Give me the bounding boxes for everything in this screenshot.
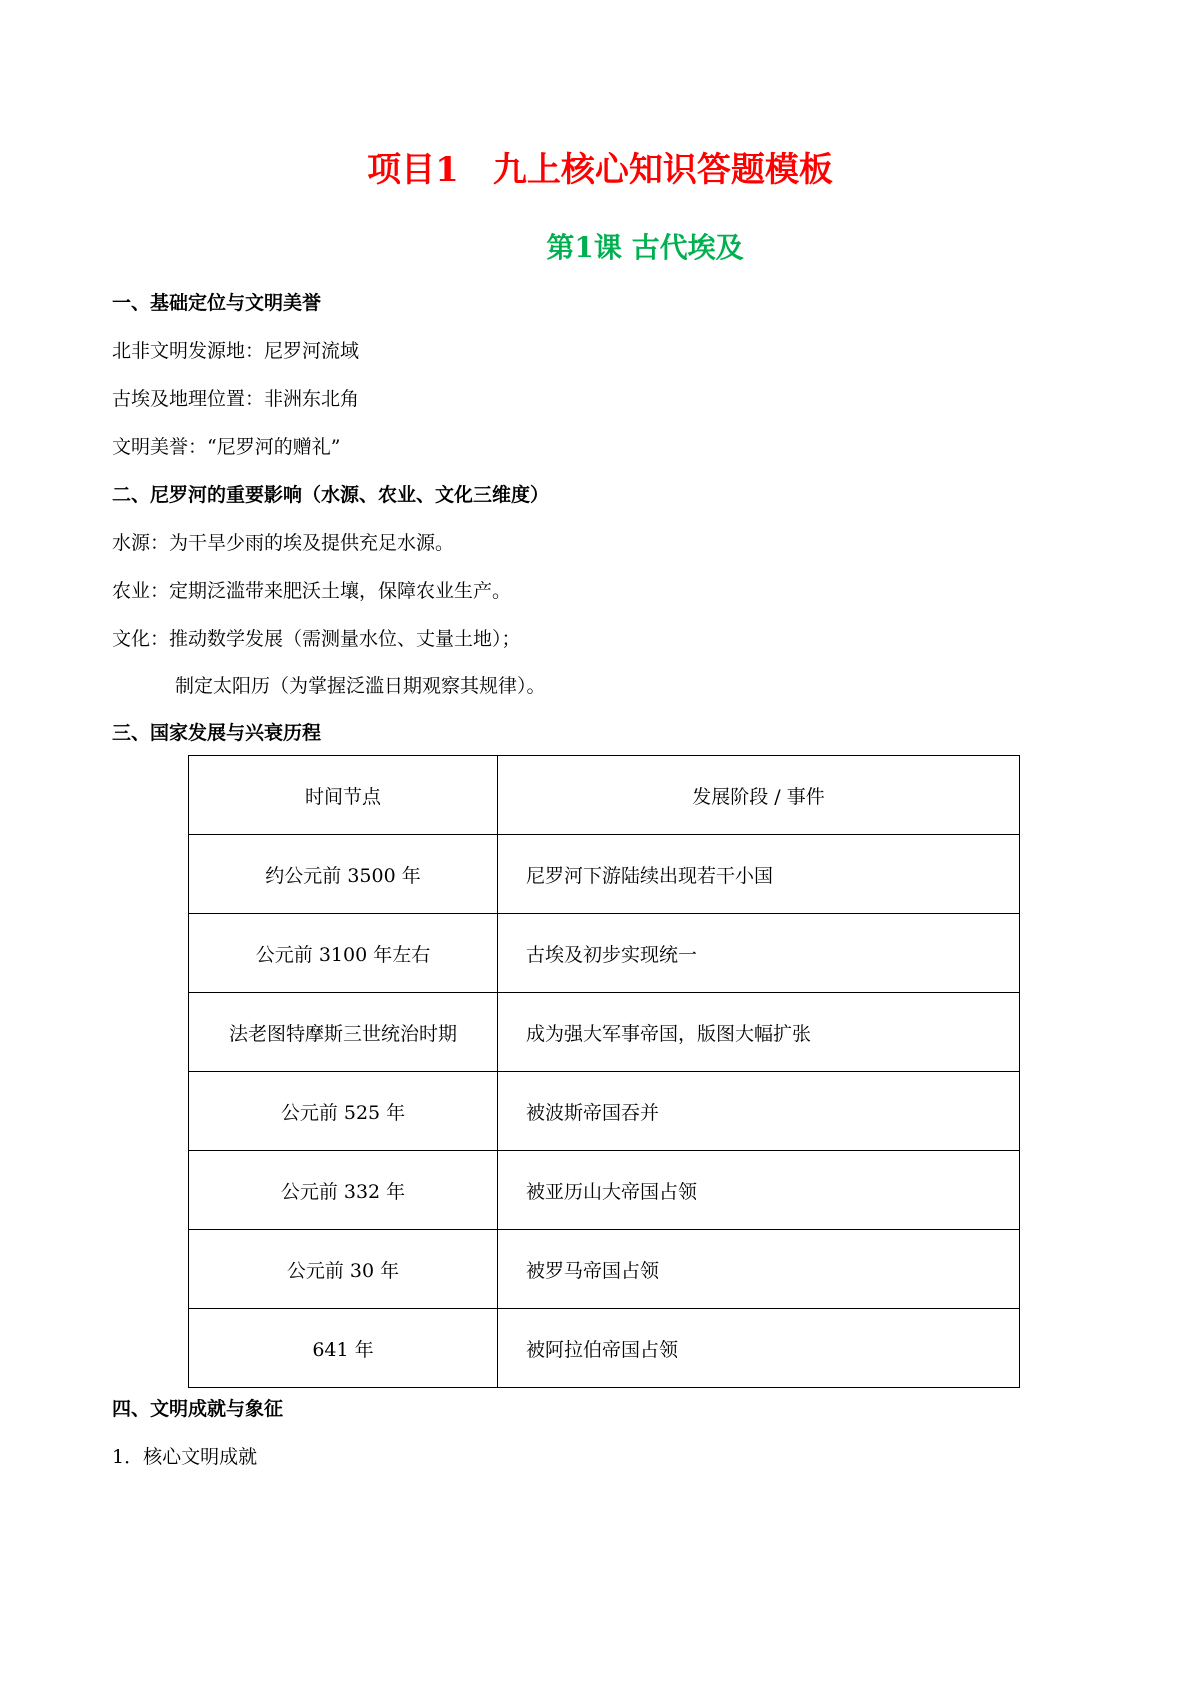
section-1-heading: 一、基础定位与文明美誉 — [112, 292, 322, 314]
table-row — [189, 1230, 1020, 1309]
table-cell-time: 公元前 30 年 — [189, 1230, 498, 1309]
table-header-event: 发展阶段 / 事件 — [498, 756, 1020, 835]
table-cell-time: 公元前 3100 年左右 — [189, 914, 498, 993]
table-cell-time: 公元前 525 年 — [189, 1072, 498, 1151]
section-2-heading: 二、尼罗河的重要影响（水源、农业、文化三维度） — [112, 484, 550, 506]
section-1-line-1: 北非文明发源地：尼罗河流域 — [112, 340, 360, 362]
section-4-line-1: 1．核心文明成就 — [112, 1446, 258, 1468]
section-2-line-4: 制定太阳历（为掌握泛滥日期观察其规律）。 — [175, 675, 546, 697]
table-row — [189, 1072, 1020, 1151]
timeline-table — [188, 755, 1020, 1388]
table-header-row — [189, 756, 1020, 835]
table-row — [189, 1309, 1020, 1388]
table-row — [189, 914, 1020, 993]
lesson-title: 第1课 古代埃及 — [546, 231, 744, 264]
section-2-line-3: 文化：推动数学发展（需测量水位、丈量土地）； — [112, 628, 521, 650]
section-1-line-3: 文明美誉：“尼罗河的赠礼” — [112, 436, 341, 458]
table-cell-event: 成为强大军事帝国，版图大幅扩张 — [498, 993, 1020, 1072]
table-cell-event: 尼罗河下游陆续出现若干小国 — [498, 835, 1020, 914]
table-cell-time: 公元前 332 年 — [189, 1151, 498, 1230]
section-2-line-2: 农业：定期泛滥带来肥沃土壤，保障农业生产。 — [112, 580, 512, 602]
table-cell-time: 约公元前 3500 年 — [189, 835, 498, 914]
table-header-time: 时间节点 — [189, 756, 498, 835]
table-cell-time: 法老图特摩斯三世统治时期 — [189, 993, 498, 1072]
table-row — [189, 1151, 1020, 1230]
table-cell-event: 古埃及初步实现统一 — [498, 914, 1020, 993]
table-cell-event: 被亚历山大帝国占领 — [498, 1151, 1020, 1230]
section-2-line-1: 水源：为干旱少雨的埃及提供充足水源。 — [112, 532, 455, 554]
table-cell-event: 被阿拉伯帝国占领 — [498, 1309, 1020, 1388]
section-1-line-2: 古埃及地理位置：非洲东北角 — [112, 388, 360, 410]
table-cell-event: 被罗马帝国占领 — [498, 1230, 1020, 1309]
section-3-heading: 三、国家发展与兴衰历程 — [112, 722, 322, 744]
document-title: 项目1 九上核心知识答题模板 — [367, 150, 833, 190]
table-row — [189, 993, 1020, 1072]
table-cell-event: 被波斯帝国吞并 — [498, 1072, 1020, 1151]
section-4-heading: 四、文明成就与象征 — [112, 1398, 284, 1420]
table-cell-time: 641 年 — [189, 1309, 498, 1388]
table-row — [189, 835, 1020, 914]
